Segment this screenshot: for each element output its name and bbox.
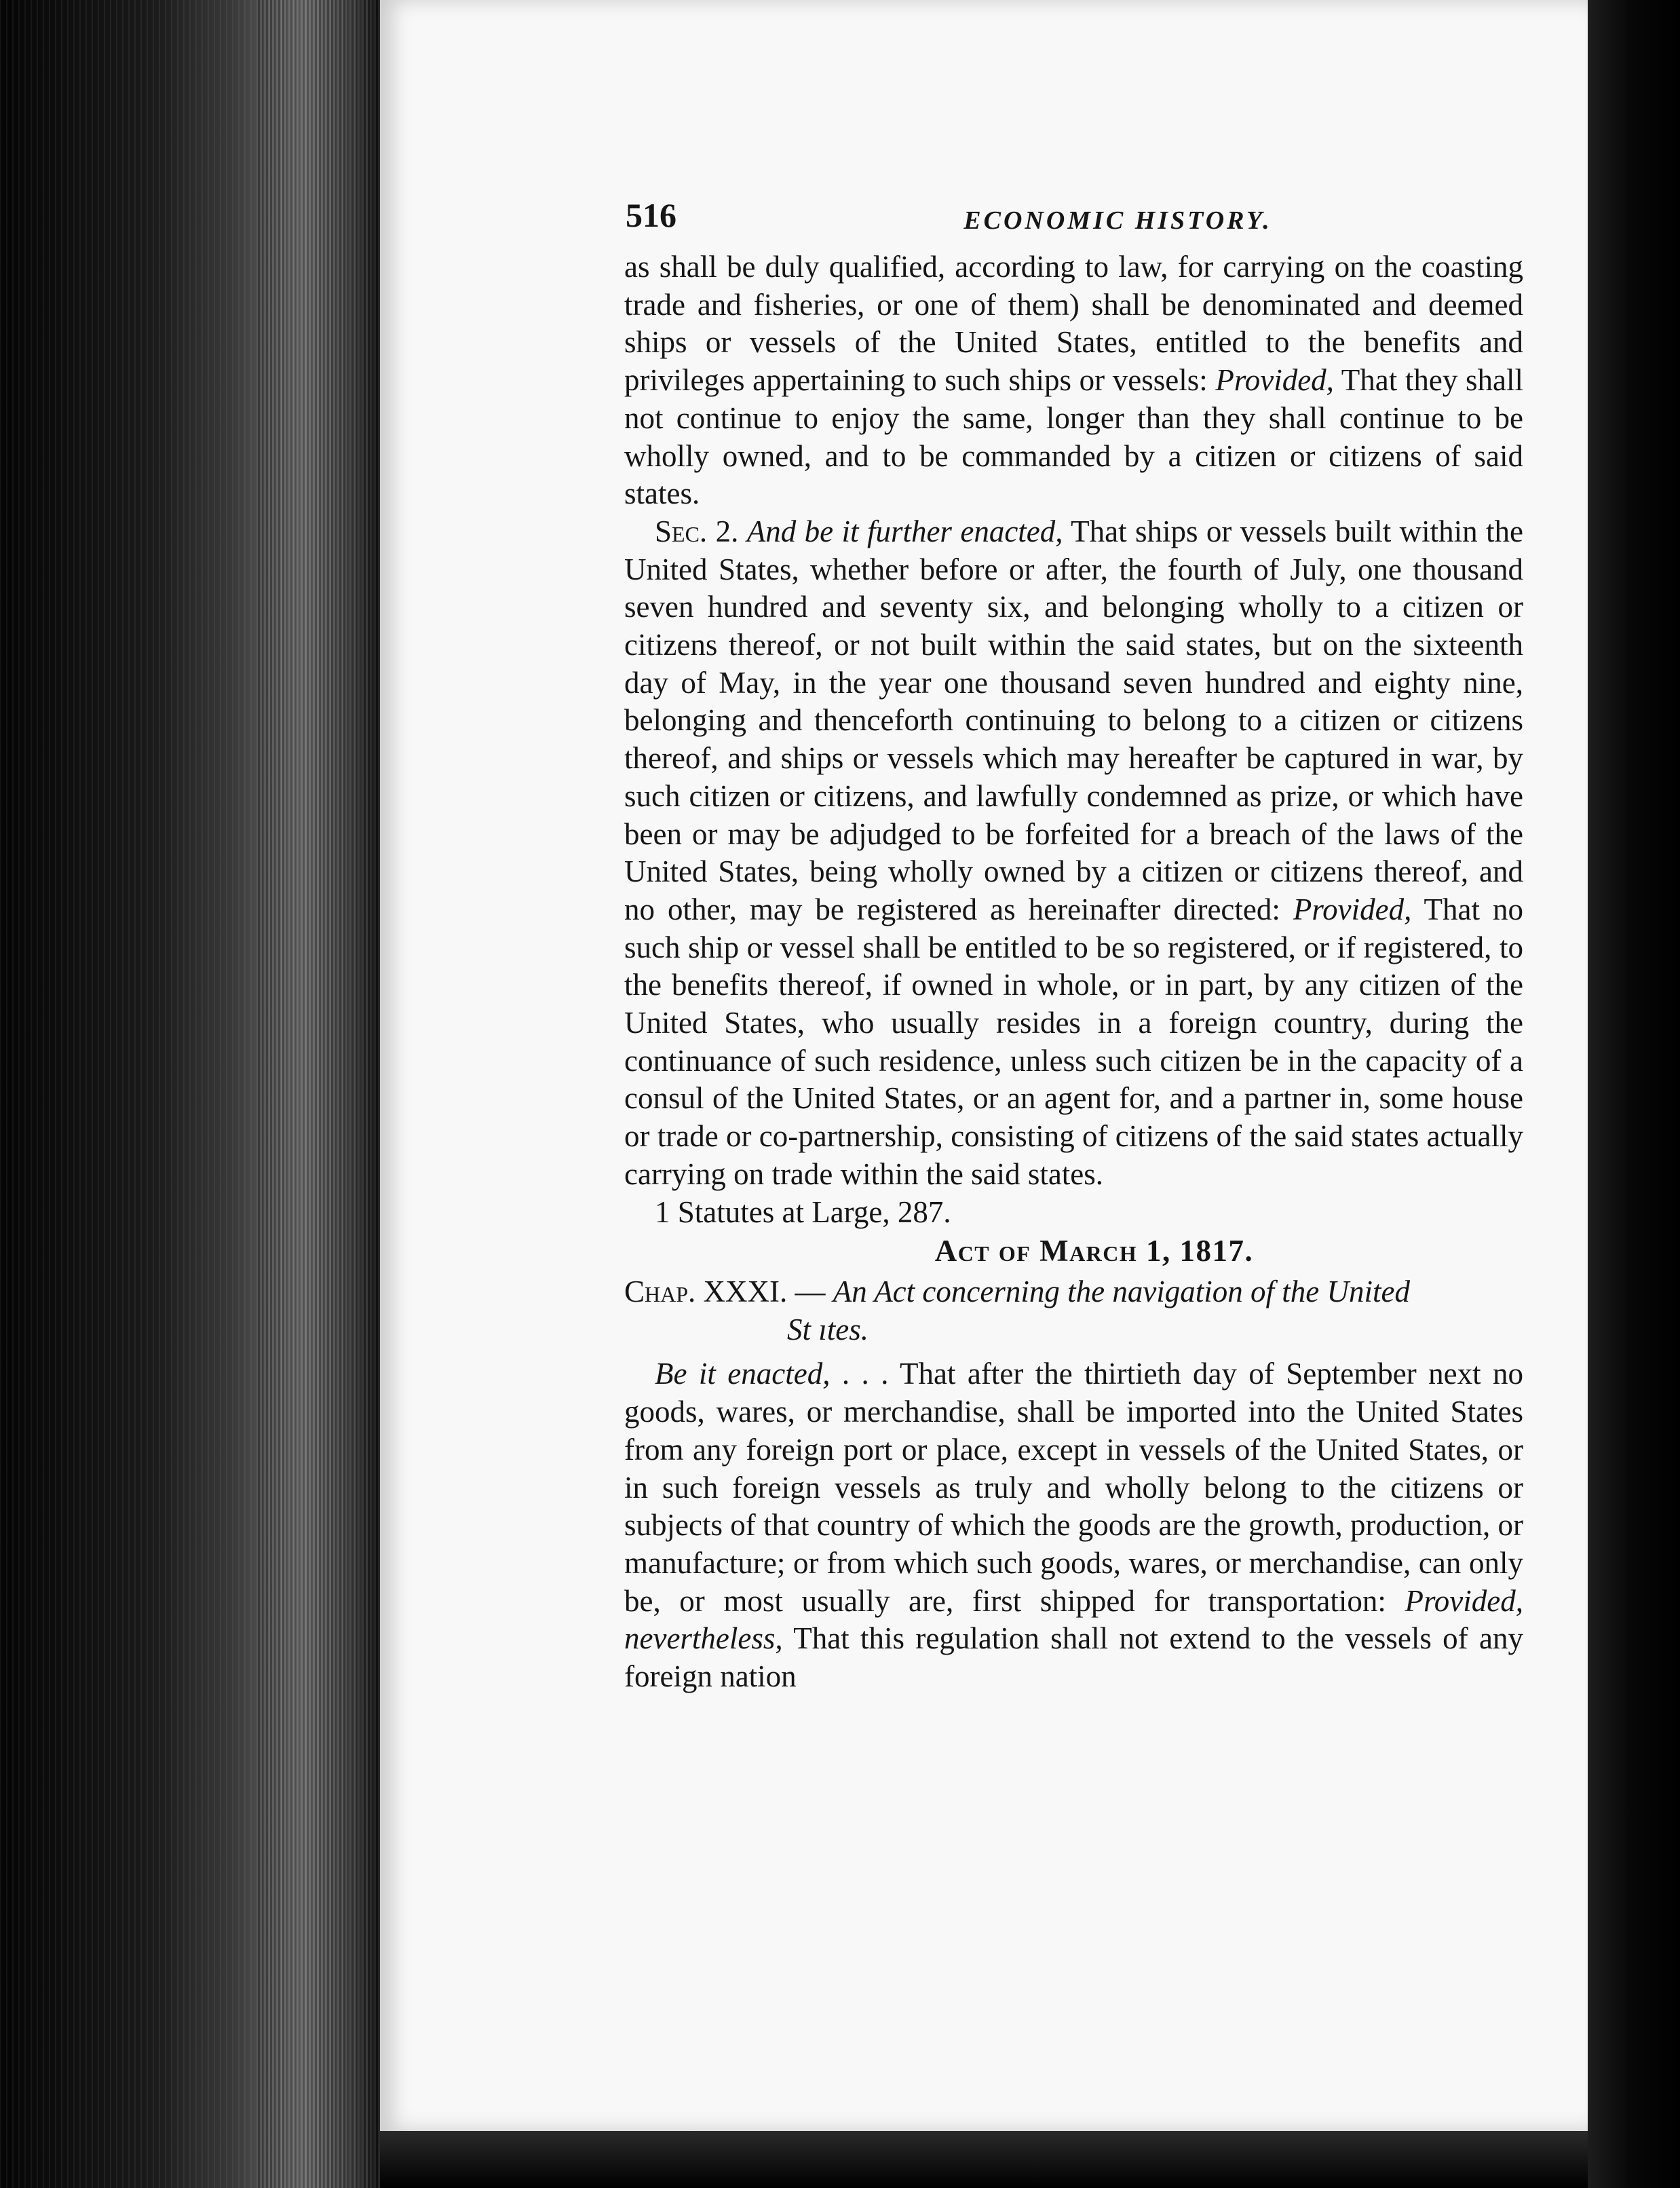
continued-paragraph	[624, 248, 1523, 513]
chapter-label: Chap. XXXI.	[624, 1274, 788, 1308]
page-content	[624, 197, 1523, 1696]
act-heading: Act of March 1, 1817.	[934, 1234, 1254, 1268]
page-number: 516	[626, 196, 676, 234]
chapter-heading	[624, 1273, 1523, 1348]
paragraph-text: That ships or vessels built within the United States, whether before or after, the fourth of July, one thousand seven hundred and seventy six, and belonging wholly to a citizen or citizens thereof, or not built within the said states, but on the sixteenth day of May, in the year one thousand seven hundred and eighty nine, belonging and thenceforth continuing to belong to a citizen or citizens thereof, and ships or vessels which may hereafter be captured in war, by such citizen or citizens, and lawfully condemned as prize, or which have been or may be adjudged to be forfeited for a breach of the laws of the United States, being wholly owned by a citizen or citizens thereof, and no other, may be registered as hereinafter directed:	[624, 514, 1524, 926]
page-gutter-edges	[258, 0, 380, 2188]
section-2-paragraph	[624, 513, 1523, 1194]
section-label: Sec. 2.	[655, 514, 739, 548]
proviso-term: Provided, nevertheless,	[624, 1583, 1523, 1656]
paragraph-text: as shall be duly qualified, according to law, for carrying on the coasting trade and fisheries, or one of them) shall be denominated and deemed ships or vessels of the United States, entitled to the benefits and privileges appertaining to such ships or vessels:	[624, 250, 1523, 398]
chapter-dash: —	[787, 1274, 833, 1308]
statute-citation: 1 Statutes at Large, 287.	[655, 1194, 951, 1229]
proviso-term: Provided,	[1293, 892, 1412, 926]
running-head-title: ECONOMIC HISTORY.	[963, 206, 1272, 235]
enactment-paragraph	[624, 1355, 1523, 1695]
facing-page-edge	[1588, 0, 1680, 2188]
enacting-clause: Be it enacted,	[655, 1357, 831, 1391]
page-bottom-edge	[380, 2131, 1588, 2188]
paragraph-text: That they shall not continue to enjoy the same, longer than they shall continue to be wholly owned, and to be commanded by a citizen or citizens of said states.	[624, 363, 1523, 511]
chapter-title-continued: St ıtes.	[787, 1312, 868, 1346]
paragraph-text: . . . That after the thirtieth day of September next no goods, wares, or merchandise, shall be imported into the United States from any foreign port or place, except in vessels of the United States, or in such foreign vessels as truly and wholly belong to the citizens or subjects of that country of which the goods are the growth, production, or manufacture; or from which such goods, wares, or merchandise, can only be, or most usually are, first shipped for transportation:	[624, 1357, 1524, 1618]
paragraph-text: That this regulation shall not extend to the vessels of any foreign nation	[624, 1621, 1523, 1694]
chapter-title: An Act concerning the navigation of the United	[833, 1274, 1410, 1308]
enacting-clause: And be it further enacted,	[746, 514, 1063, 548]
proviso-term: Provided,	[1215, 363, 1334, 398]
paragraph-text: That no such ship or vessel shall be entitled to be so registered, or if registered, to the benefits thereof, if owned in whole, or in part, by any citizen of the United States, who usually resides in a foreign country, during the continuance of such residence, unless such citizen be in the capacity of a consul of the United States, or an agent for, and a partner in, some house or trade or co-partnership, consisting of citizens of the said states actually carrying on trade within the said states.	[624, 892, 1523, 1191]
running-head	[624, 197, 1523, 242]
